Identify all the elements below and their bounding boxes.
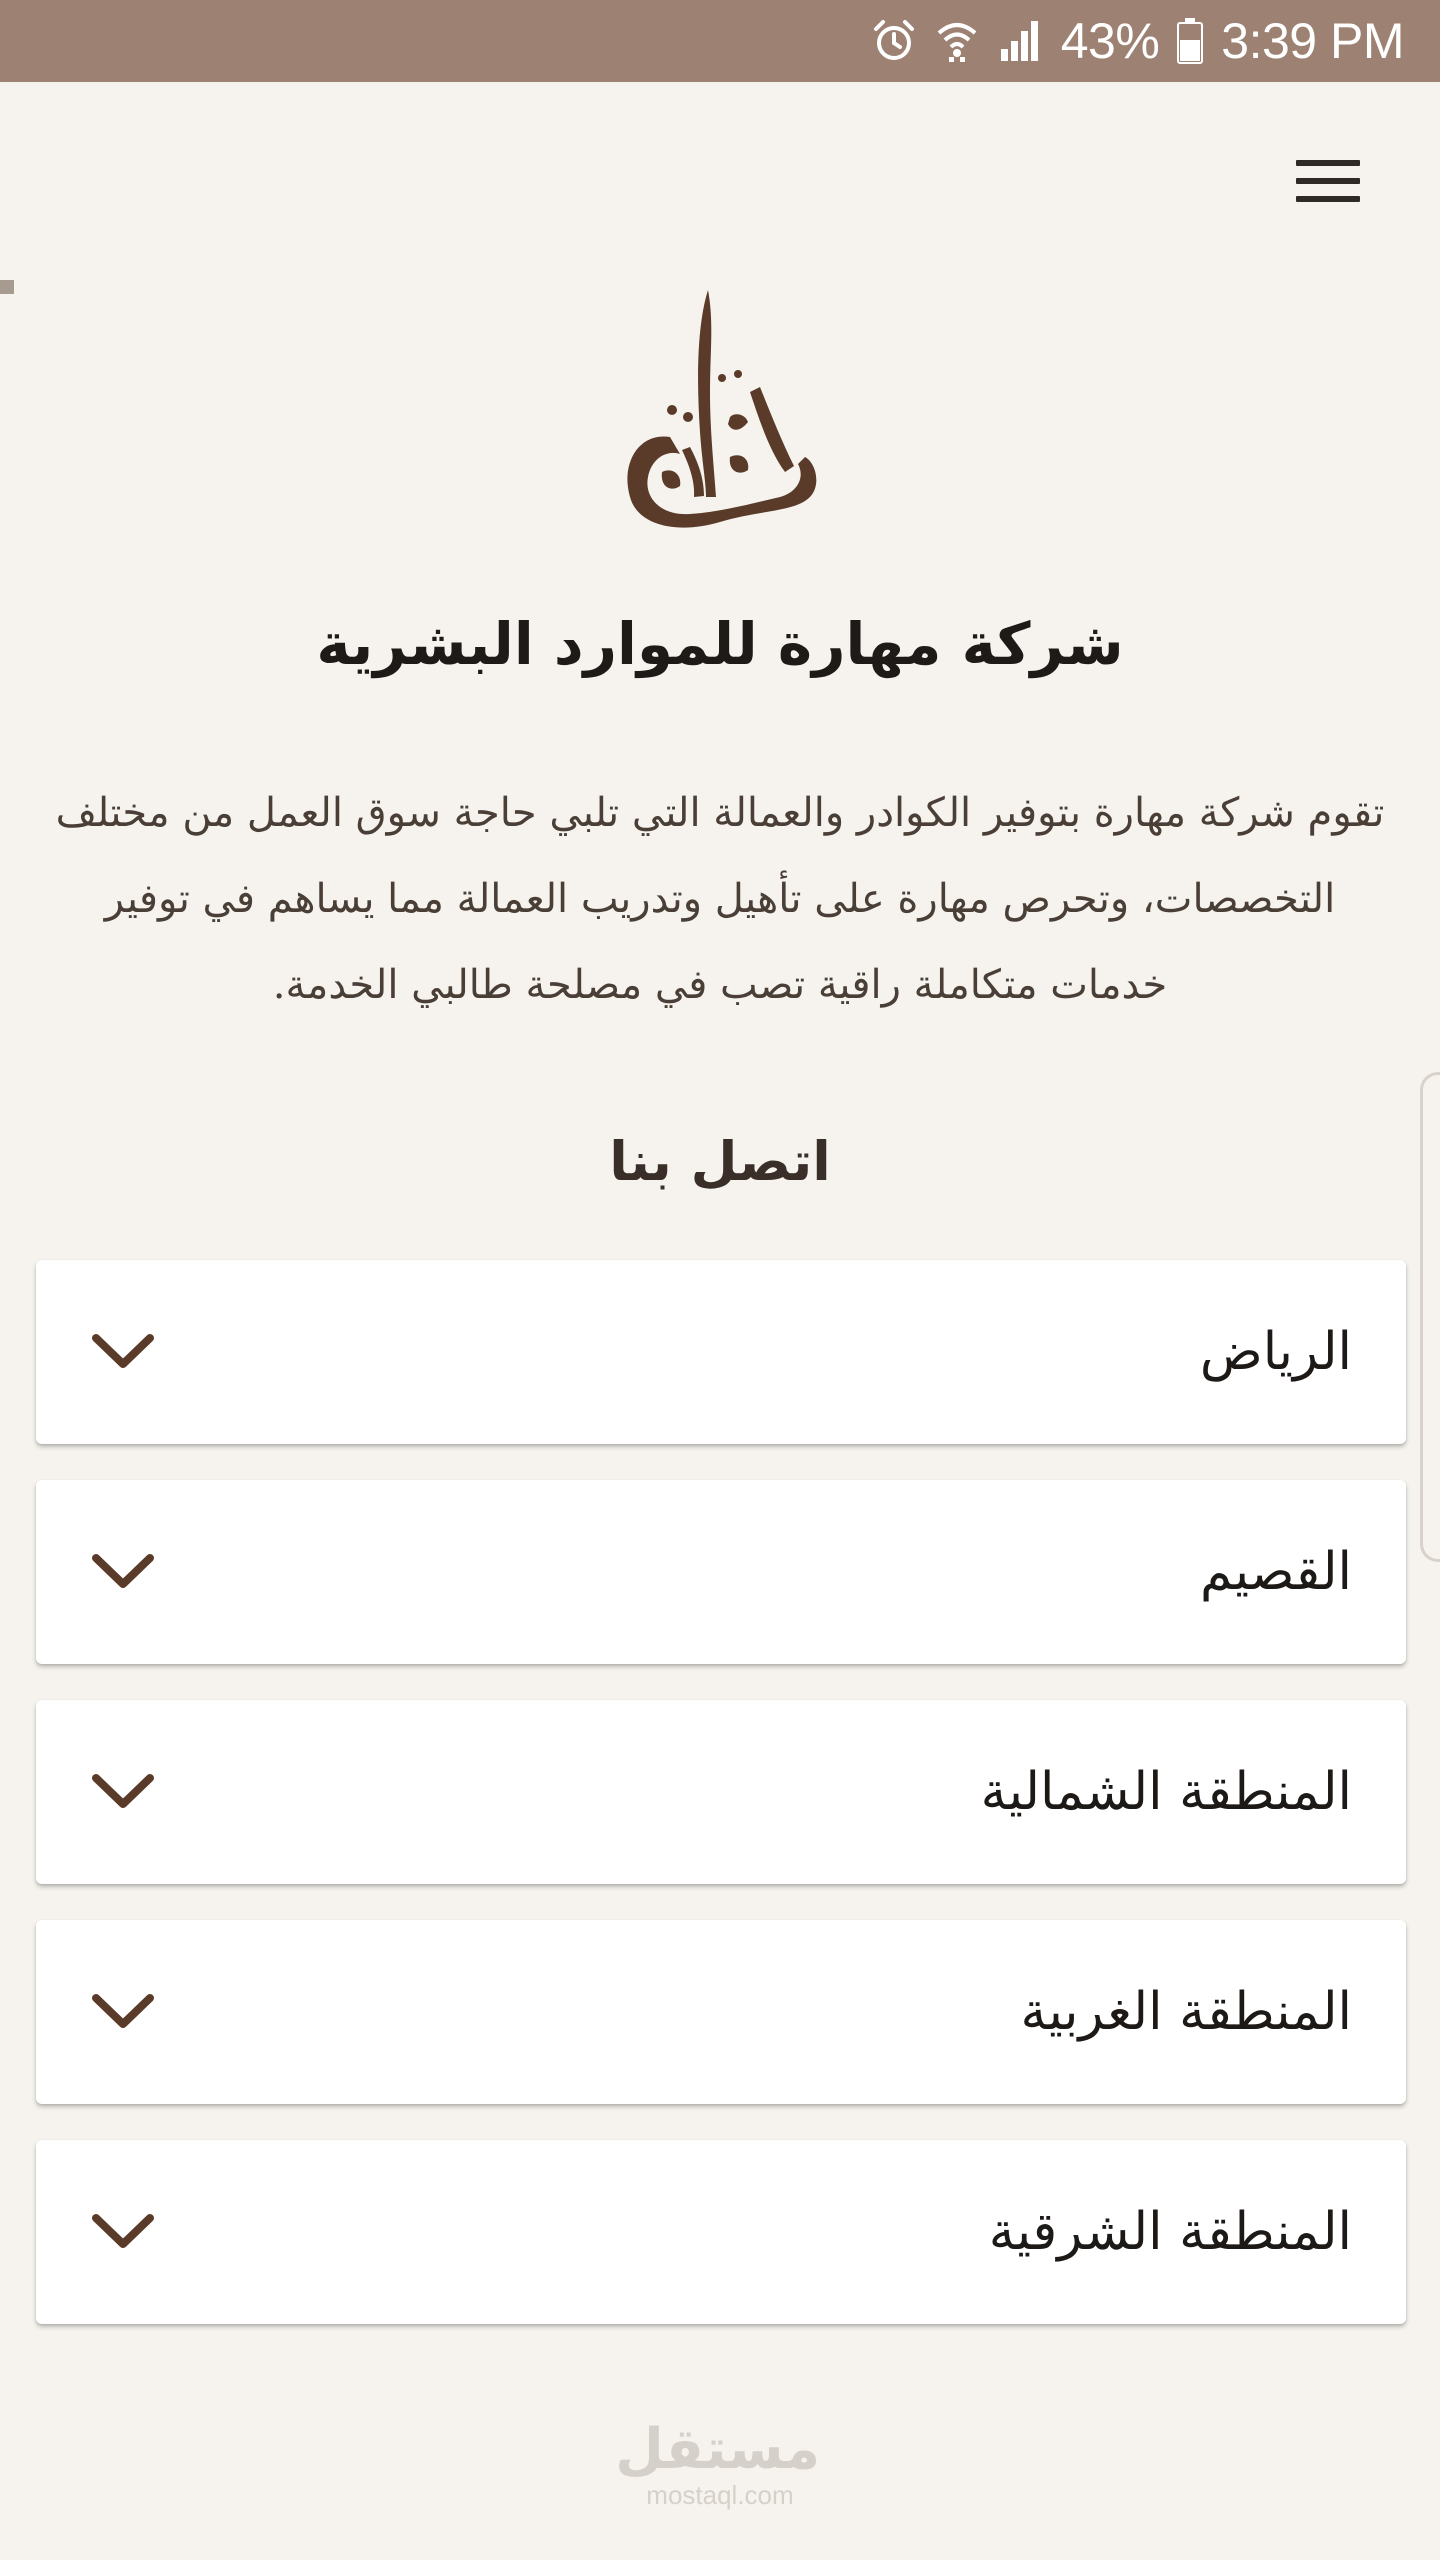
- region-label: المنطقة الشرقية: [988, 2202, 1352, 2262]
- watermark-english: mostaql.com: [646, 2480, 794, 2510]
- contact-heading: اتصل بنا: [609, 1130, 831, 1193]
- wifi-icon: [935, 19, 979, 63]
- maharah-logo-icon: [610, 282, 830, 552]
- region-card-qassim[interactable]: [36, 1480, 1406, 1664]
- chevron-down-icon: [90, 1992, 156, 2032]
- region-label: المنطقة الغربية: [1020, 1982, 1352, 2042]
- region-label: الرياض: [1199, 1322, 1352, 1382]
- alarm-icon: [871, 18, 917, 64]
- intro-paragraph: تقوم شركة مهارة بتوفير الكوادر والعمالة التي تلبي حاجة سوق العمل من مختلف التخصصات، وتحرص مهارة على تأهيل وتدريب العمالة مما يساهم في توفير خدمات متكاملة راقية تصب في مصلحة طالبي الخدمة.: [55, 790, 1385, 1008]
- status-bar: [0, 0, 1440, 82]
- menu-line: [1296, 196, 1360, 202]
- region-card-northern[interactable]: [36, 1700, 1406, 1884]
- menu-line: [1296, 160, 1360, 166]
- signal-icon: [997, 19, 1043, 63]
- region-card-riyadh[interactable]: [36, 1260, 1406, 1444]
- chevron-down-icon: [90, 1772, 156, 1812]
- region-card-eastern[interactable]: [36, 2140, 1406, 2324]
- chevron-down-icon: [90, 2212, 156, 2252]
- battery-percent: 43%: [1060, 13, 1160, 69]
- menu-line: [1296, 178, 1360, 184]
- chevron-down-icon: [90, 1552, 156, 1592]
- battery-icon: [1177, 18, 1203, 64]
- edge-marker: [0, 280, 14, 294]
- chevron-down-icon: [90, 1332, 156, 1372]
- mostaql-watermark: [615, 2417, 820, 2510]
- region-label: القصيم: [1200, 1542, 1352, 1602]
- region-label: المنطقة الشمالية: [980, 1762, 1352, 1822]
- clock-time: 3:39 PM: [1221, 13, 1404, 69]
- hamburger-menu-icon[interactable]: [1294, 152, 1362, 210]
- company-title: شركة مهارة للموارد البشرية: [316, 610, 1124, 678]
- watermark-arabic: مستقل: [615, 2417, 820, 2482]
- regions-accordion: [36, 1260, 1406, 2360]
- region-card-western[interactable]: [36, 1920, 1406, 2104]
